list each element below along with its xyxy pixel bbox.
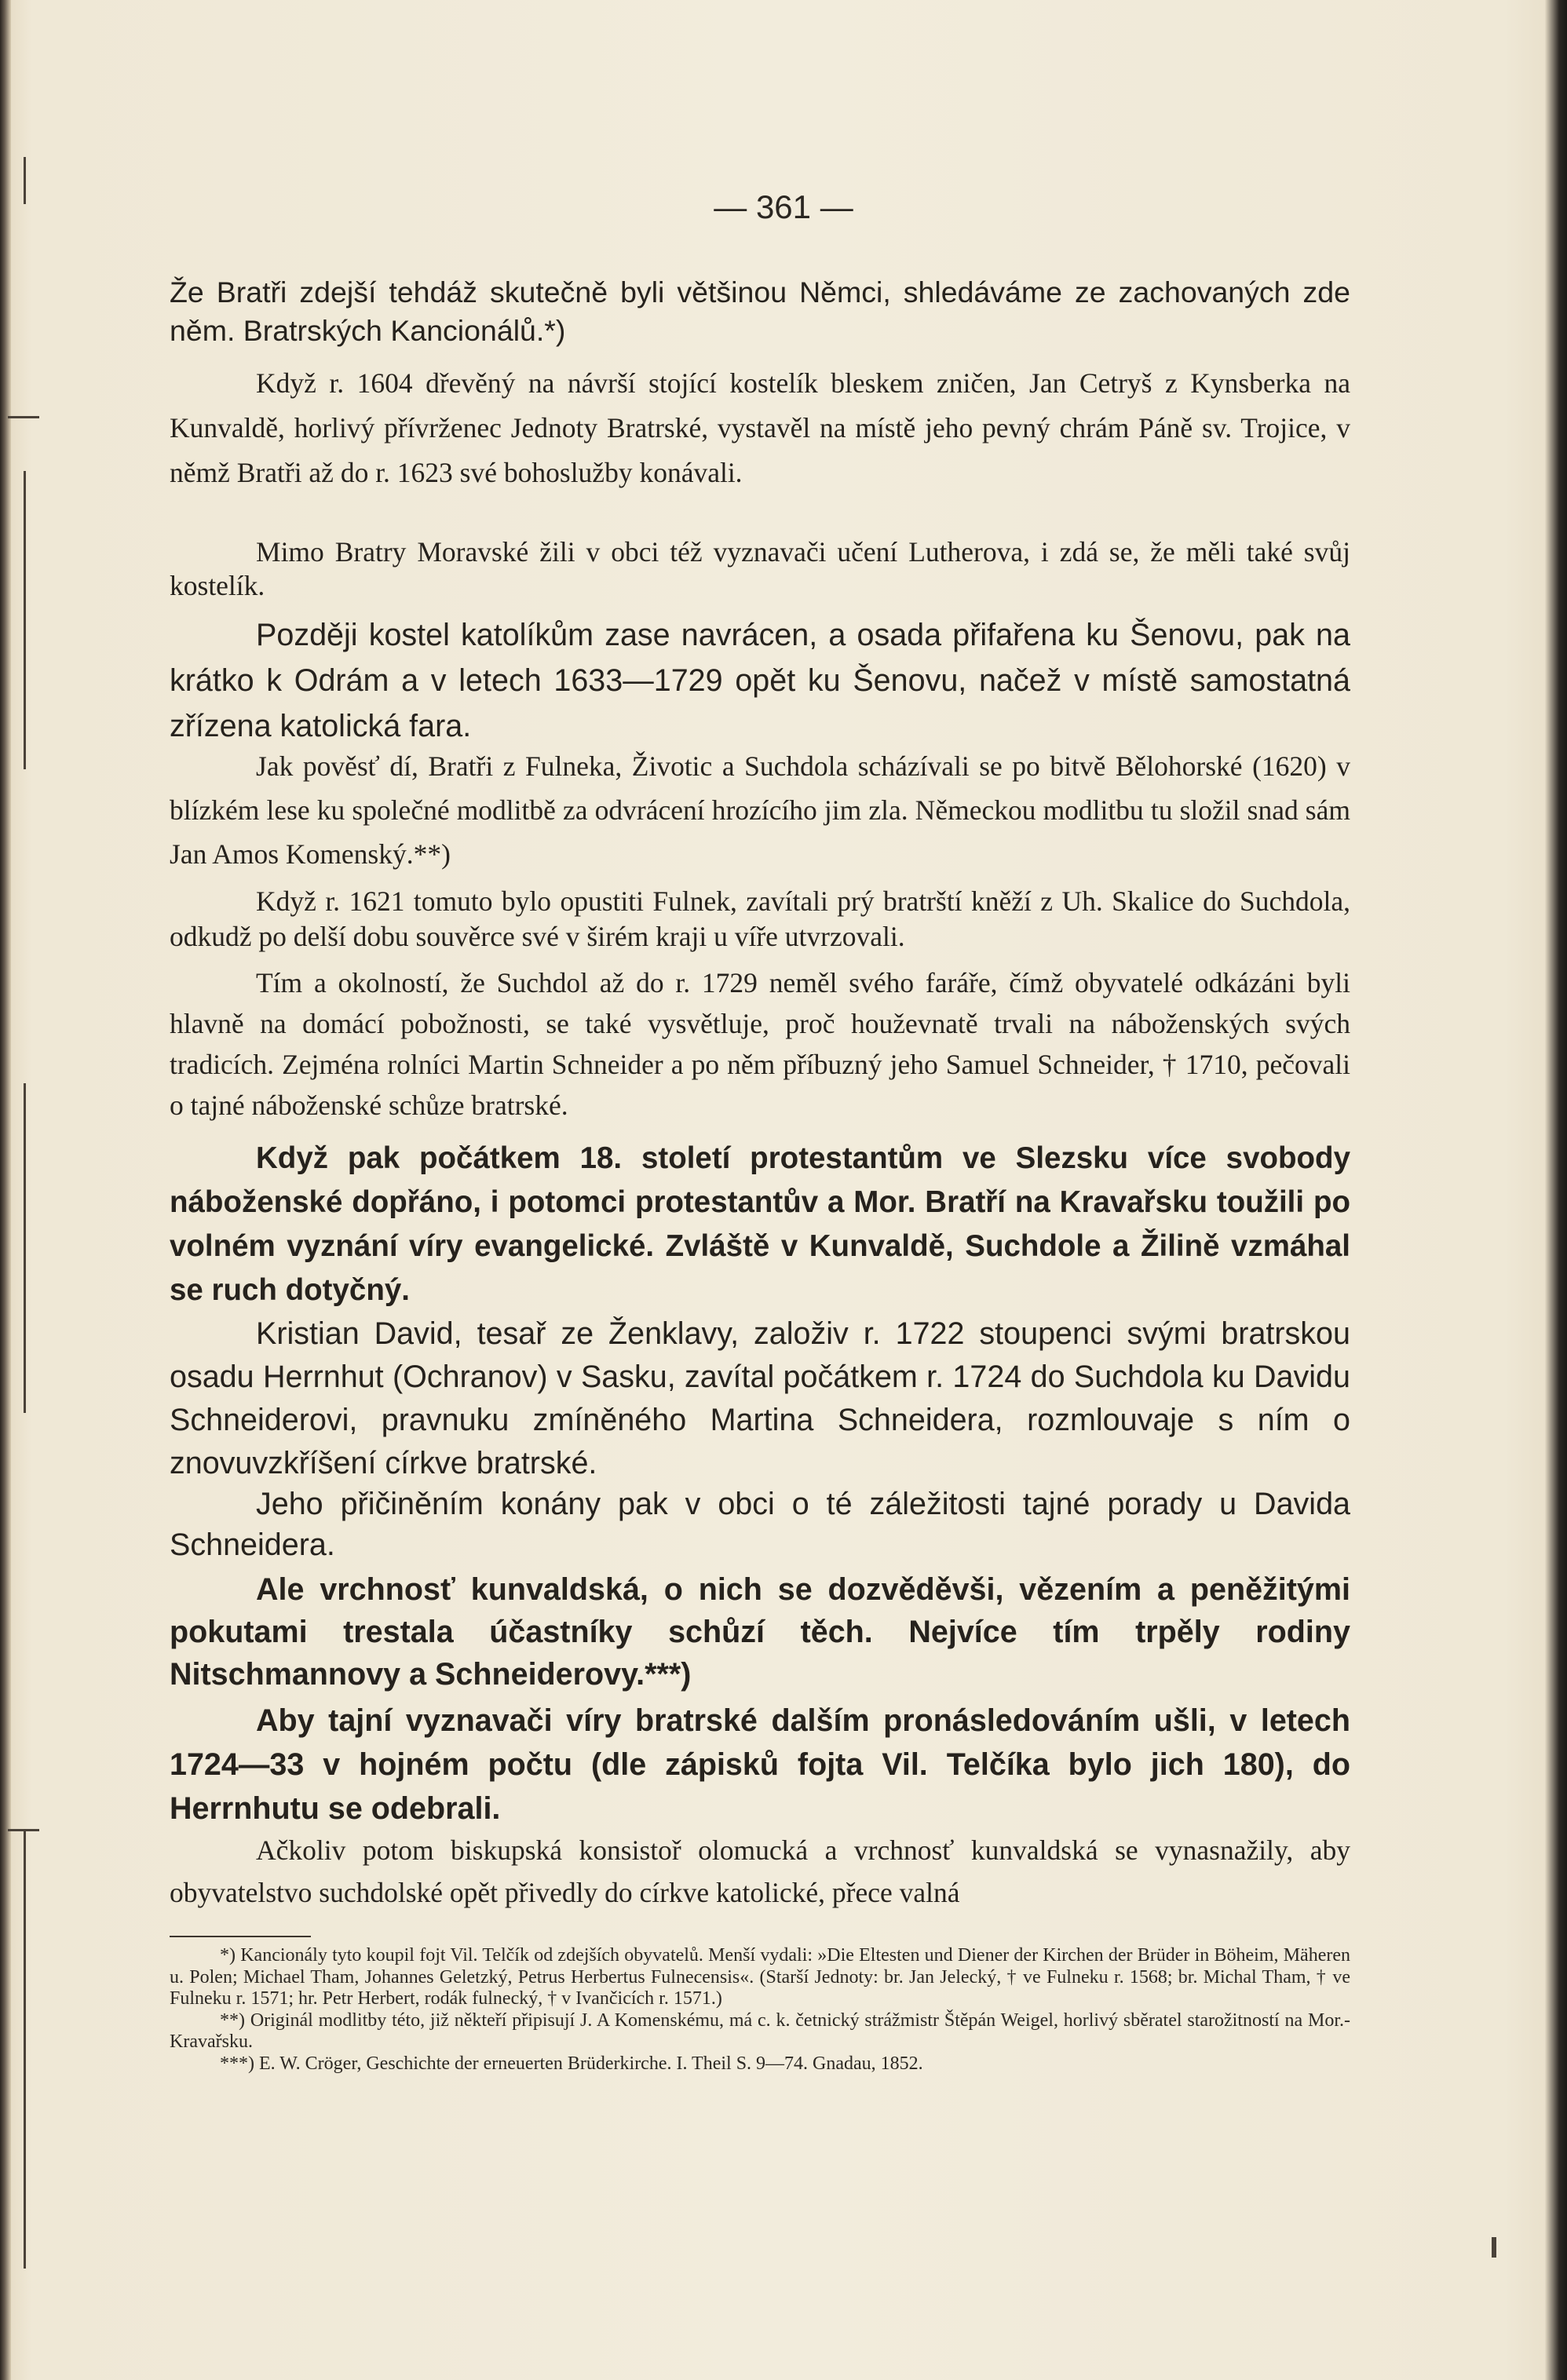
paragraph-9 — [170, 1312, 1350, 1485]
paragraph-2 — [170, 361, 1350, 495]
paragraph-1 — [170, 273, 1350, 350]
paragraph-6 — [170, 884, 1350, 955]
paragraph-7 — [170, 962, 1350, 1126]
paragraph-text: Kristian David, tesař ze Ženklavy, založiv r. 1722 stoupenci svými bratrskou osadu Herrnhut (Ochranov) v Sasku, zavítal počátkem r. 1724 do Suchdola ku Davidu Schneiderovi, pravnuku zmíněného Martina Schneidera, rozmlouvaje s ním o znovuvzkříšení církve bratrské. — [170, 1316, 1350, 1480]
paragraph-12 — [170, 1699, 1350, 1831]
margin-tick-mark — [24, 1083, 26, 1413]
paragraph-4 — [170, 612, 1350, 749]
paragraph-text: Když r. 1621 tomuto bylo opustiti Fulnek, zavítali prý bratrští kněží z Uh. Skalice do Suchdola, odkudž po delší dobu souvěrce své v širém kraji u víře utvrzovali. — [170, 885, 1350, 952]
margin-tick-mark — [24, 471, 26, 769]
paragraph-text: Ačkoliv potom biskupská konsistoř olomucká a vrchnosť kunvaldská se vynasnažily, aby obyvatelstvo suchdolské opět přivedly do církve katolické, přece valná — [170, 1834, 1350, 1908]
paragraph-text: Mimo Bratry Moravské žili v obci též vyznavači učení Lutherova, i zdá se, že měli také svůj kostelík. — [170, 536, 1350, 601]
paragraph-10 — [170, 1484, 1350, 1565]
paragraph-text: Tím a okolností, že Suchdol až do r. 1729 neměl svého faráře, čímž obyvatelé odkázáni byli hlavně na domácí pobožnosti, se také vysvětluje, proč houževnatě trvali na náboženských svých tradicích. Zejména rolníci Martin Schneider a po něm příbuzný jeho Samuel Schneider, † 1710, pečovali o tajné náboženské schůze bratrské. — [170, 967, 1350, 1121]
page-edge-shadow — [1545, 0, 1567, 2380]
paragraph-5 — [170, 744, 1350, 876]
footnote-divider — [170, 1936, 311, 1937]
binding-edge — [0, 0, 11, 2380]
page-number: — 361 — — [714, 188, 853, 225]
margin-tick-mark — [24, 1829, 26, 2269]
paragraph-text: Jak pověsť dí, Bratři z Fulneka, Životic a Suchdola scházívali se po bitvě Bělohorské (1620) v blízkém lese ku společné modlitbě za odvrácení hrozícího jim zla. Německou modlitbu tu složil snad sám Jan Amos Komenský.**) — [170, 750, 1350, 870]
footnote-3: ***) E. W. Cröger, Geschichte der erneuerten Brüderkirche. I. Theil S. 9—74. Gnadau, 1852. — [220, 2053, 923, 2074]
paragraph-text: Aby tajní vyznavači víry bratrské dalším pronásledováním ušli, v letech 1724—33 v hojném počtu (dle zápisků fojta Vil. Telčíka bylo jich 180), do Herrnhutu se odebrali. — [170, 1703, 1350, 1826]
paragraph-text: Jeho přičiněním konány pak v obci o té záležitosti tajné porady u Davida Schneidera. — [170, 1487, 1350, 1562]
margin-tick-mark — [1492, 2237, 1496, 2258]
paragraph-text: Když r. 1604 dřevěný na návrší stojící kostelík bleskem zničen, Jan Cetryš z Kynsberka na Kunvaldě, horlivý přívrženec Jednoty Bratrské, vystavěl na místě jeho pevný chrám Páně sv. Trojice, v němž Bratři až do r. 1623 své bohoslužby konávali. — [170, 367, 1350, 488]
paragraph-3 — [170, 535, 1350, 603]
footnotes — [170, 1945, 1350, 2075]
paragraph-text: Že Bratři zdejší tehdáž skutečně byli většinou Němci, shledáváme ze zachovaných zde něm. Bratrských Kancionálů.*) — [170, 276, 1350, 347]
paragraph-text: Později kostel katolíkům zase navrácen, a osada přifařena ku Šenovu, pak na krátko k Odrám a v letech 1633—1729 opět ku Šenovu, načež v místě samostatná zřízena katolická fara. — [170, 618, 1350, 743]
paragraph-text: Když pak počátkem 18. století protestantům ve Slezsku více svobody náboženské dopřáno, i potomci protestantův a Mor. Bratří na Kravařsku toužili po volném vyznání víry evangelické. Zvláště v Kunvaldě, Suchdole a Žilině vzmáhal se ruch dotyčný. — [170, 1141, 1350, 1307]
paragraph-13 — [170, 1829, 1350, 1914]
paragraph-8 — [170, 1137, 1350, 1312]
paragraph-text: Ale vrchnosť kunvaldská, o nich se dozvěděvši, vězením a peněžitými pokutami trestala účastníky schůzí těch. Nejvíce tím trpěly rodiny Nitschmannovy a Schneiderovy.***) — [170, 1572, 1350, 1692]
footnote-1: *) Kancionály tyto koupil fojt Vil. Telčík od zdejších obyvatelů. Menší vydali: »Die Eltesten und Diener der Kirchen der Brüder in Böheim, Mäheren u. Polen; Michael Tham, Johannes Geletzký, Petrus Herbertus Fulnecensis«. (Starší Jednoty: br. Jan Jelecký, † ve Fulneku r. 1568; br. Michal Tham, † ve Fulneku r. 1571; hr. Petr Herbert, rodák fulnecký, † v Ivančicích r. 1571.) — [170, 1945, 1350, 2009]
margin-tick-mark — [8, 416, 39, 418]
footnote-2: **) Originál modlitby této, již někteří připisují J. A Komenskému, má c. k. četnický strážmistr Štěpán Weigel, horlivý sběratel starožitností na Mor.-Kravařsku. — [170, 2009, 1350, 2052]
paragraph-11 — [170, 1568, 1350, 1696]
